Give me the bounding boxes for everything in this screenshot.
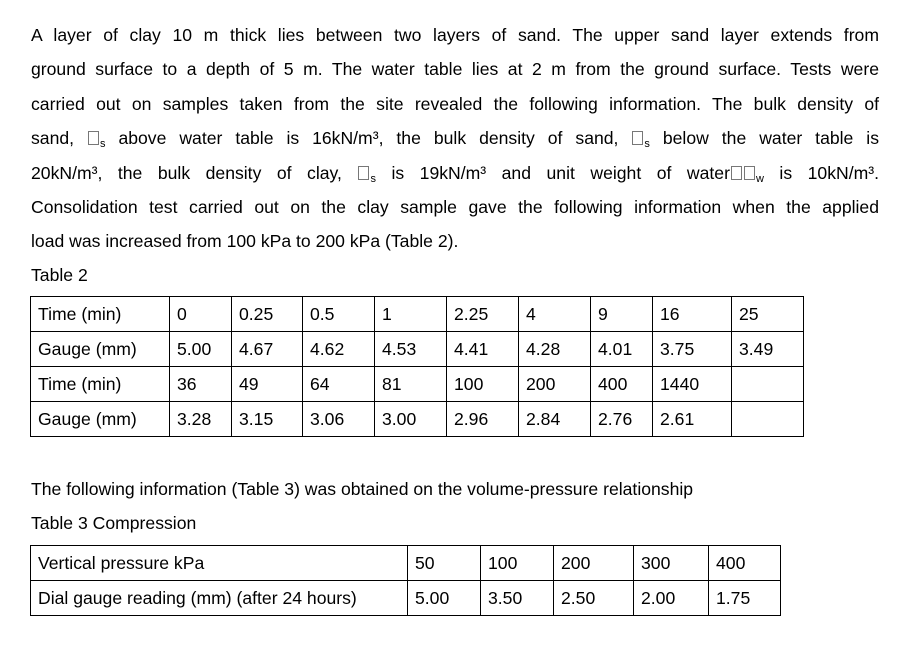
table-cell: 4.62 — [303, 332, 375, 367]
subscript: s — [370, 172, 376, 185]
row-header-cell: Vertical pressure kPa — [31, 546, 408, 581]
text-line — [31, 121, 879, 155]
table-cell: 3.00 — [375, 402, 447, 437]
subscript: s — [644, 138, 650, 151]
table-cell: 2.76 — [591, 402, 653, 437]
text-fragment: above water table is 16kN/m³, the bulk density of sand, — [105, 128, 632, 149]
table-cell: 3.75 — [653, 332, 732, 367]
text-line — [31, 156, 879, 190]
missing-glyph-box — [88, 131, 99, 145]
table-cell: 9 — [591, 297, 653, 332]
table-cell: 0 — [170, 297, 232, 332]
table-cell: 25 — [732, 297, 804, 332]
text-fragment: below the water table is — [649, 128, 879, 149]
text-fragment: sand, — [31, 128, 87, 149]
table-cell: 300 — [634, 546, 709, 581]
table-cell: 49 — [232, 367, 303, 402]
table-row — [31, 581, 781, 616]
table-cell: 0.5 — [303, 297, 375, 332]
table-cell: 50 — [408, 546, 481, 581]
problem-statement — [31, 18, 879, 259]
table-cell: 64 — [303, 367, 375, 402]
table-row — [31, 297, 804, 332]
table-cell — [732, 402, 804, 437]
table-cell: 81 — [375, 367, 447, 402]
subscript: s — [100, 138, 106, 151]
table-3 — [30, 545, 781, 616]
table-cell: 400 — [709, 546, 781, 581]
table-2 — [30, 296, 804, 437]
table-row — [31, 546, 781, 581]
text-line: load was increased from 100 kPa to 200 kPa (Table 2). — [31, 231, 459, 252]
table-cell: 3.50 — [481, 581, 554, 616]
table2-title: Table 2 — [31, 265, 88, 285]
table-row — [31, 402, 804, 437]
table-cell — [732, 367, 804, 402]
text-fragment: is 10kN/m³. — [763, 162, 879, 183]
text-line: Consolidation test carried out on the clay sample gave the following information when the applied — [31, 196, 879, 217]
table-cell: 4.01 — [591, 332, 653, 367]
table-cell: 4.28 — [519, 332, 591, 367]
row-header-cell: Gauge (mm) — [31, 402, 170, 437]
table-cell: 2.61 — [653, 402, 732, 437]
table-cell: 5.00 — [408, 581, 481, 616]
missing-glyph-box — [632, 131, 643, 145]
table-cell: 2.84 — [519, 402, 591, 437]
text-line: carried out on samples taken from the site revealed the following information. The bulk density of — [31, 93, 879, 114]
row-header-cell: Gauge (mm) — [31, 332, 170, 367]
row-header-cell: Dial gauge reading (mm) (after 24 hours) — [31, 581, 408, 616]
text-line: A layer of clay 10 m thick lies between two layers of sand. The upper sand layer extends from — [31, 25, 879, 45]
text-fragment: is 19kN/m³ and unit weight of water — [375, 162, 730, 183]
table-cell: 4.53 — [375, 332, 447, 367]
table-cell: 2.00 — [634, 581, 709, 616]
missing-glyph-box — [744, 166, 755, 180]
table-cell: 16 — [653, 297, 732, 332]
text-line: ground surface to a depth of 5 m. The water table lies at 2 m from the ground surface. Tests were — [31, 59, 879, 80]
table-cell: 2.50 — [554, 581, 634, 616]
table-cell: 2.96 — [447, 402, 519, 437]
table-cell: 1.75 — [709, 581, 781, 616]
table-cell: 100 — [447, 367, 519, 402]
table-cell: 5.00 — [170, 332, 232, 367]
text-fragment: 20kN/m³, the bulk density of clay, — [31, 162, 358, 183]
table-row — [31, 332, 804, 367]
missing-glyph-box — [731, 166, 742, 180]
table-row — [31, 367, 804, 402]
table-cell: 3.06 — [303, 402, 375, 437]
missing-glyph-box — [358, 166, 369, 180]
table-cell: 36 — [170, 367, 232, 402]
table-cell: 100 — [481, 546, 554, 581]
table-cell: 200 — [554, 546, 634, 581]
table-cell: 2.25 — [447, 297, 519, 332]
table-cell: 4 — [519, 297, 591, 332]
table-cell: 3.28 — [170, 402, 232, 437]
subscript: w — [755, 172, 764, 185]
table-cell: 4.41 — [447, 332, 519, 367]
row-header-cell: Time (min) — [31, 367, 170, 402]
table-cell: 3.49 — [732, 332, 804, 367]
table-cell: 0.25 — [232, 297, 303, 332]
table3-title: Table 3 Compression — [31, 513, 197, 533]
table-cell: 1 — [375, 297, 447, 332]
table-cell: 3.15 — [232, 402, 303, 437]
table3-intro: The following information (Table 3) was obtained on the volume-pressure relationship — [31, 479, 694, 499]
table-cell: 4.67 — [232, 332, 303, 367]
table-cell: 1440 — [653, 367, 732, 402]
table-cell: 200 — [519, 367, 591, 402]
row-header-cell: Time (min) — [31, 297, 170, 332]
table-cell: 400 — [591, 367, 653, 402]
